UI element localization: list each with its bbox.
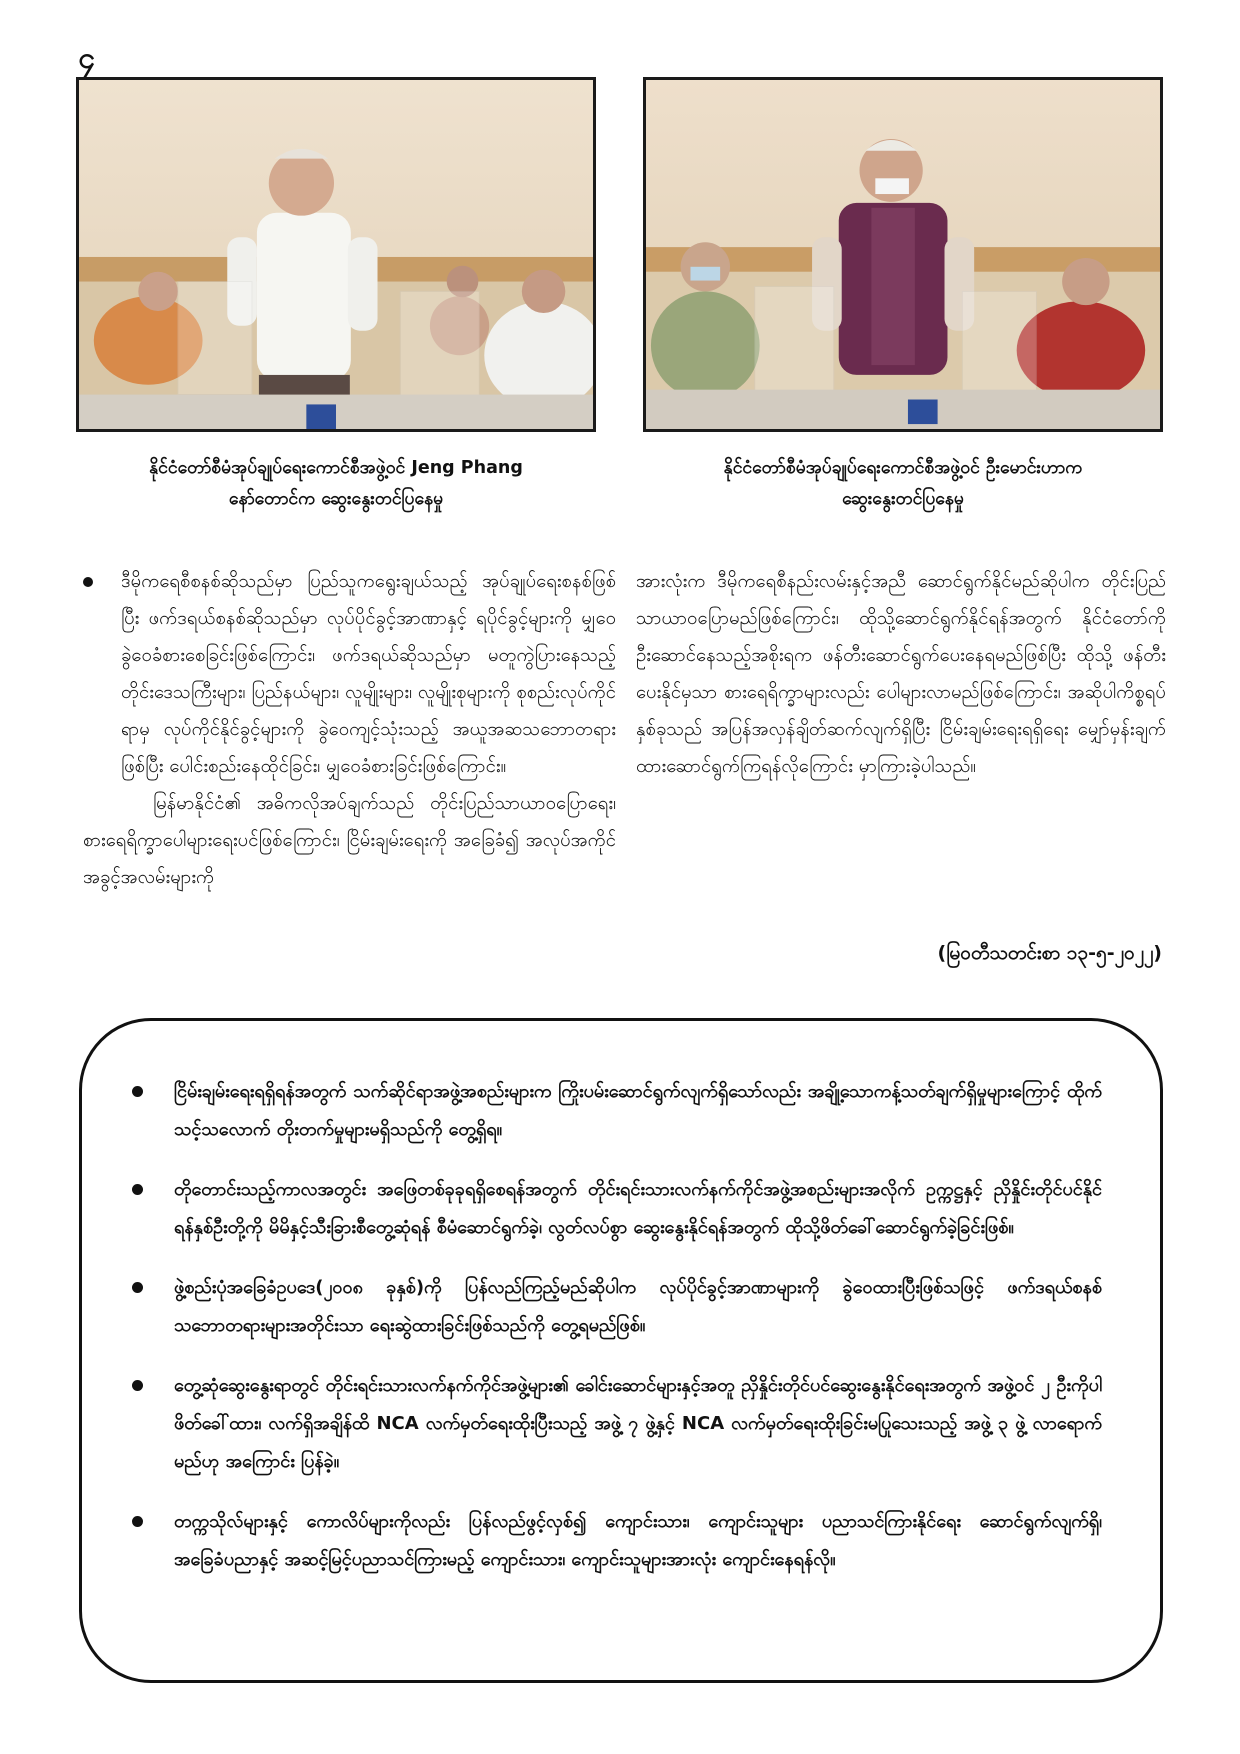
source-citation: (မြဝတီသတင်းစာ ၁၃-၅-၂၀၂၂): [937, 942, 1162, 964]
photo-right-illustration: [646, 80, 1160, 429]
bullet-icon: [132, 1086, 143, 1097]
photo-caption-right: [643, 453, 1163, 515]
summary-item: [128, 1171, 1102, 1247]
caption-left-line1: နိုင်ငံတော်စီမံအုပ်ချုပ်ရေးကောင်စီအဖွဲ့ဝင် Jeng Phang: [149, 458, 523, 478]
article-column-left: [83, 563, 616, 896]
summary-item-text: တွေ့ဆုံဆွေးနွေးရာတွင် တိုင်းရင်းသားလက်နက်ကိုင်အဖွဲ့များ၏ ခေါင်းဆောင်များနှင့်အတူ ညှိနှိုင်းတိုင်ပင်ဆွေးနွေးနိုင်ရေးအတွက် အဖွဲ့ဝင် ၂ ဦးကိုပါ ဖိတ်ခေါ်ထား၊ လက်ရှိအချိန်ထိ NCA လက်မှတ်ရေးထိုးပြီးသည့် အဖွဲ့ ၇ ဖွဲ့နှင့် NCA လက်မှတ်ရေးထိုးခြင်းမပြုသေးသည့် အဖွဲ့ ၃ ဖွဲ့ လာရောက်မည်ဟု အကြောင်း ပြန်ခဲ့။: [174, 1375, 1102, 1472]
summary-item: [128, 1073, 1102, 1149]
summary-item-text: ဖွဲ့စည်းပုံအခြေခံဥပဒေ(၂၀၀၈ ခုနှစ်)ကို ပြန်လည်ကြည့်မည်ဆိုပါက လုပ်ပိုင်ခွင့်အာဏာများကို ခွဲဝေထားပြီးဖြစ်သဖြင့် ဖက်ဒရယ်စနစ်သဘောတရားများအတိုင်းသာ ရေးဆွဲထားခြင်းဖြစ်သည်ကို တွေ့ရမည်ဖြစ်။: [174, 1277, 1102, 1336]
caption-right-line1: နိုင်ငံတော်စီမံအုပ်ချုပ်ရေးကောင်စီအဖွဲ့ဝင် ဦးမောင်းဟာက: [723, 458, 1083, 478]
article-column-right: [636, 563, 1166, 785]
summary-item-text: တက္ကသိုလ်များနှင့် ကောလိပ်များကိုလည်း ပြန်လည်ဖွင့်လှစ်၍ ကျောင်းသား၊ ကျောင်းသူများ ပညာသင်ကြားနိုင်ရေး ဆောင်ရွက်လျက်ရှိ၊ အခြေခံပညာနှင့် အဆင့်မြင့်ပညာသင်ကြားမည့် ကျောင်းသား၊ ကျောင်းသူများအားလုံး ကျောင်းနေရန်လို။: [174, 1511, 1102, 1570]
article-paragraph: မြန်မာနိုင်ငံ၏ အဓိကလိုအပ်ချက်သည် တိုင်းပြည်သာယာဝပြောရေး၊ စားရေရိက္ခာပေါများရေးပင်ဖြစ်ကြောင်း၊ ငြိမ်းချမ်းရေးကို အခြေခံ၍ အလုပ်အကိုင်အခွင့်အလမ်းများကို: [83, 793, 616, 888]
photo-caption-left: [76, 453, 596, 515]
summary-box: [79, 1018, 1163, 1683]
summary-item: [128, 1367, 1102, 1481]
page-number: ၄: [78, 41, 95, 76]
meeting-photo-left: [76, 77, 596, 432]
article-paragraph: အားလုံးက ဒီမိုကရေစီနည်းလမ်းနှင့်အညီ ဆောင်ရွက်နိုင်မည်ဆိုပါက တိုင်းပြည်သာယာဝပြောမည်ဖြစ်ကြောင်း၊ ထိုသို့ဆောင်ရွက်နိုင်ရန်အတွက် နိုင်ငံတော်ကို ဦးဆောင်နေသည့်အစိုးရက ဖန်တီးဆောင်ရွက်ပေးနေရမည်ဖြစ်ပြီး ထိုသို့ ဖန်တီးပေးနိုင်မှသာ စားရေရိက္ခာများလည်း ပေါများလာမည်ဖြစ်ကြောင်း၊ အဆိုပါကိစ္စရပ်နှစ်ခုသည် အပြန်အလှန်ချိတ်ဆက်လျက်ရှိပြီး ငြိမ်းချမ်းရေးရရှိရေး မျှော်မှန်းချက်ထားဆောင်ရွက်ကြရန်လိုကြောင်း မှာကြားခဲ့ပါသည်။: [636, 571, 1166, 777]
caption-right-line2: ဆွေးနွေးတင်ပြနေမှု: [842, 489, 964, 509]
summary-list: [128, 1073, 1102, 1579]
caption-left-line2: နော်တောင်က ဆွေးနွေးတင်ပြနေမှု: [228, 489, 444, 509]
summary-item-text: ငြိမ်းချမ်းရေးရရှိရန်အတွက် သက်ဆိုင်ရာအဖွဲ့အစည်းများက ကြိုးပမ်းဆောင်ရွက်လျက်ရှိသော်လည်း အချို့သောကန့်သတ်ချက်ရှိမှုများကြောင့် ထိုက်သင့်သလောက် တိုးတက်မှုများမရှိသည်ကို တွေ့ရှိရ။: [174, 1081, 1102, 1140]
summary-item: [128, 1503, 1102, 1579]
bullet-icon: [132, 1380, 143, 1391]
photo-left-illustration: [79, 80, 593, 429]
article-paragraph: ဒီမိုကရေစီစနစ်ဆိုသည်မှာ ပြည်သူကရွေးချယ်သည့် အုပ်ချုပ်ရေးစနစ်ဖြစ်ပြီး ဖက်ဒရယ်စနစ်ဆိုသည်မှာ လုပ်ပိုင်ခွင့်အာဏာနှင့် ရပိုင်ခွင့်များကို မျှဝေခွဲဝေခံစားစေခြင်းဖြစ်ကြောင်း၊ ဖက်ဒရယ်ဆိုသည်မှာ မတူကွဲပြားနေသည့် တိုင်းဒေသကြီးများ၊ ပြည်နယ်များ၊ လူမျိုးများ၊ လူမျိုးစုများကို စုစည်းလုပ်ကိုင်ရာမှ လုပ်ကိုင်နိုင်ခွင့်များကို ခွဲဝေကျင့်သုံးသည့် အယူအဆသဘောတရားဖြစ်ပြီး ပေါင်းစည်းနေထိုင်ခြင်း၊ မျှဝေခံစားခြင်းဖြစ်ကြောင်း။: [83, 563, 616, 785]
bullet-icon: [132, 1282, 143, 1293]
summary-item: [128, 1269, 1102, 1345]
summary-item-text: တိုတောင်းသည့်ကာလအတွင်း အဖြေတစ်ခုခုရရှိစေရန်အတွက် တိုင်းရင်းသားလက်နက်ကိုင်အဖွဲ့အစည်းများအလိုက် ဥက္ကဋ္ဌနှင့် ညှိနှိုင်းတိုင်ပင်နိုင်ရန်နှစ်ဦးတို့ကို မိမိနှင့်သီးခြားစီတွေ့ဆုံရန် စီမံဆောင်ရွက်ခဲ့၊ လွတ်လပ်စွာ ဆွေးနွေးနိုင်ရန်အတွက် ထိုသို့ဖိတ်ခေါ်ဆောင်ရွက်ခဲ့ခြင်းဖြစ်။: [174, 1179, 1102, 1238]
meeting-photo-right: [643, 77, 1163, 432]
bullet-icon: [132, 1184, 143, 1195]
bullet-icon: [132, 1516, 143, 1527]
